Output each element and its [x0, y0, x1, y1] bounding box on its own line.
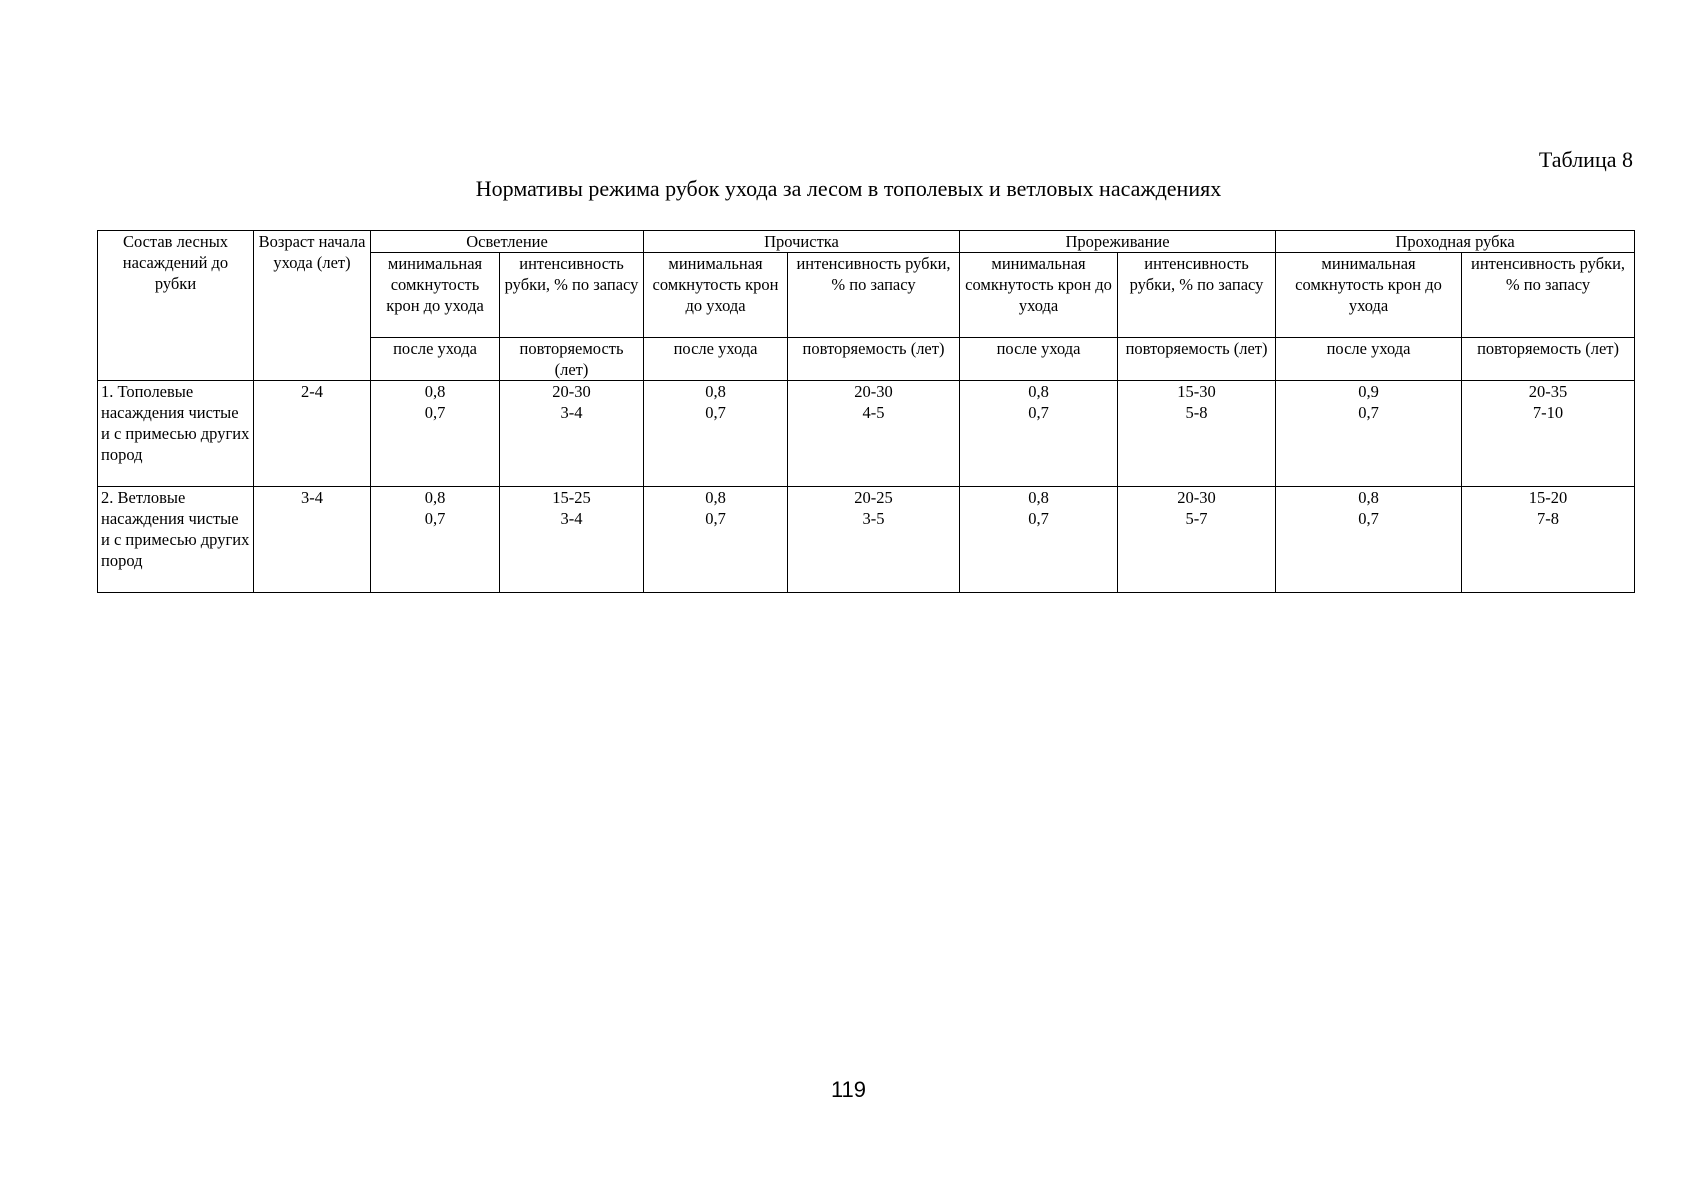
header-sub-bottom: после ухода — [960, 338, 1118, 381]
header-sub-top: минимальная сомкнутость крон до ухода — [644, 253, 788, 338]
value-cell: 0,8 0,7 — [371, 381, 500, 487]
start-age-cell: 3-4 — [254, 487, 371, 593]
value-cell: 20-25 3-5 — [788, 487, 960, 593]
header-sub-top: минимальная сомкнутость крон до ухода — [960, 253, 1118, 338]
value-cell: 0,8 0,7 — [644, 381, 788, 487]
value-cell: 0,8 0,7 — [371, 487, 500, 593]
header-sub-bottom: повторяемость (лет) — [788, 338, 960, 381]
value-cell: 0,8 0,7 — [960, 381, 1118, 487]
header-sub-top: минимальная сомкнутость крон до ухода — [1276, 253, 1462, 338]
value-cell: 20-30 5-7 — [1118, 487, 1276, 593]
header-start-age: Возраст начала ухода (лет) — [254, 231, 371, 381]
header-species: Состав лесных насаждений до рубки — [98, 231, 254, 381]
species-cell: 2. Ветловые насаждения чистые и с примесью других пород — [98, 487, 254, 593]
value-cell: 0,8 0,7 — [1276, 487, 1462, 593]
header-sub-top: интенсивность рубки, % по запасу — [1462, 253, 1635, 338]
header-sub-bottom: после ухода — [371, 338, 500, 381]
header-sub-top: интенсивность рубки, % по запасу — [500, 253, 644, 338]
header-sub-bottom: повторяемость (лет) — [1462, 338, 1635, 381]
norms-table — [97, 230, 1635, 593]
table-number: Таблица 8 — [1538, 147, 1633, 172]
species-cell: 1. Тополевые насаждения чистые и с примесью других пород — [98, 381, 254, 487]
value-cell: 20-30 4-5 — [788, 381, 960, 487]
header-sub-top: интенсивность рубки, % по запасу — [788, 253, 960, 338]
value-cell: 0,9 0,7 — [1276, 381, 1462, 487]
value-cell: 15-20 7-8 — [1462, 487, 1635, 593]
value-cell: 0,8 0,7 — [960, 487, 1118, 593]
page-title: Нормативы режима рубок ухода за лесом в тополевых и ветловых насаждениях — [475, 176, 1222, 201]
table-row — [98, 381, 1635, 487]
value-cell: 15-30 5-8 — [1118, 381, 1276, 487]
value-cell: 15-25 3-4 — [500, 487, 644, 593]
header-group-prochistka: Прочистка — [644, 231, 960, 253]
value-cell: 20-35 7-10 — [1462, 381, 1635, 487]
header-sub-top: минимальная сомкнутость крон до ухода — [371, 253, 500, 338]
header-sub-top: интенсивность рубки, % по запасу — [1118, 253, 1276, 338]
header-sub-bottom: после ухода — [1276, 338, 1462, 381]
header-group-prorezhivanie: Прореживание — [960, 231, 1276, 253]
value-cell: 20-30 3-4 — [500, 381, 644, 487]
header-group-prokhodnaya: Проходная рубка — [1276, 231, 1635, 253]
header-sub-bottom: после ухода — [644, 338, 788, 381]
header-sub-bottom: повторяемость (лет) — [500, 338, 644, 381]
value-cell: 0,8 0,7 — [644, 487, 788, 593]
header-sub-bottom: повторяемость (лет) — [1118, 338, 1276, 381]
page-number: 119 — [830, 1077, 867, 1102]
table-row — [98, 487, 1635, 593]
header-row-groups — [98, 231, 1635, 253]
start-age-cell: 2-4 — [254, 381, 371, 487]
header-group-osvetlenie: Осветление — [371, 231, 644, 253]
